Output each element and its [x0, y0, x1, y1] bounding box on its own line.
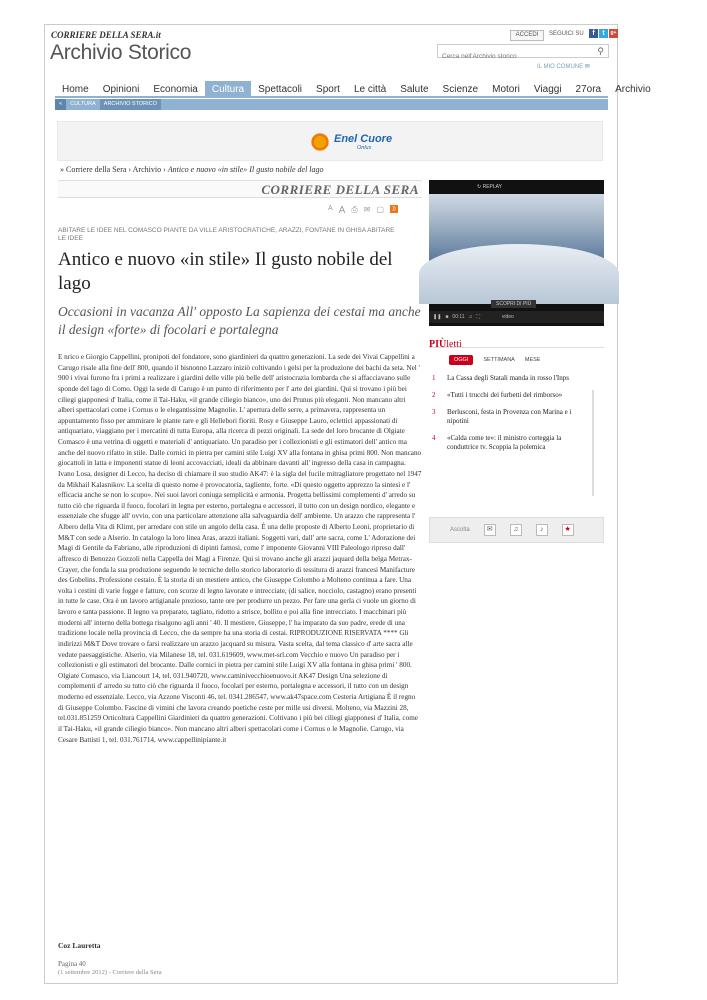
video-frame[interactable]	[429, 194, 604, 296]
nav-item-cultura[interactable]: Cultura	[205, 81, 251, 96]
site-header	[45, 25, 617, 77]
page-frame	[44, 24, 651, 984]
search-input[interactable]	[438, 51, 588, 63]
newspaper-logo-bar	[58, 180, 422, 198]
list-item-text[interactable]: La Cassa degli Statali manda in rosso l'Inps	[447, 374, 569, 382]
search-icon[interactable]: ⚲	[597, 46, 604, 56]
archive-title[interactable]: Archivio Storico	[50, 41, 192, 64]
list-scrollbar[interactable]	[592, 390, 594, 496]
pause-icon[interactable]: ❚❚	[433, 314, 442, 320]
print-icon[interactable]: ⎙	[351, 205, 358, 214]
nav-item-motori[interactable]: Motori	[492, 84, 520, 95]
list-item-number: 3	[432, 408, 436, 416]
breadcrumb-current: Antico e nuovo «in stile» Il gusto nobile del lago	[167, 165, 324, 174]
listen-label: Ascolta	[450, 527, 470, 533]
video-snow-scene	[419, 244, 619, 304]
list-item[interactable]	[429, 374, 599, 383]
video-time: 00:11	[452, 314, 465, 320]
subnav-item-cultura[interactable]: CULTURA	[70, 101, 96, 107]
chat-icon[interactable]: ✉	[484, 524, 496, 536]
login-button[interactable]: ACCEDI	[510, 30, 544, 41]
article-title: Antico e nuovo «in stile» Il gusto nobile del lago	[58, 249, 393, 294]
discover-more-button[interactable]: SCOPRI DI PIÙ	[491, 300, 536, 308]
follow-label: SEGUICI SU	[549, 31, 584, 37]
list-item[interactable]	[429, 391, 599, 400]
list-item-text[interactable]: Berlusconi, festa in Provenza con Marina e i nipotini	[447, 408, 572, 425]
nav-item-spettacoli[interactable]: Spettacoli	[258, 84, 303, 95]
most-read-title-b: letti	[446, 339, 462, 350]
article-date: (1 settembre 2012) - Corriere della Sera	[58, 969, 162, 976]
list-item[interactable]	[429, 434, 599, 452]
nav-item-home[interactable]: Home	[62, 84, 89, 95]
enel-logo-icon	[308, 130, 332, 154]
breadcrumb-link-archivio[interactable]: Archivio	[132, 165, 162, 174]
nav-item-economia[interactable]: Economia	[153, 84, 198, 95]
search-box	[437, 44, 609, 58]
back-button[interactable]: <	[55, 99, 66, 110]
article-kicker: ABITARE LE IDEE NEL COMASCO PIANTE DA VILLE ARISTOCRATICHE, ARAZZI, FONTANE IN GHISA ABITARE LE IDEE	[58, 227, 395, 242]
nav-item-27ora[interactable]: 27ora	[575, 84, 602, 95]
list-item[interactable]	[429, 408, 599, 426]
breadcrumb-link-corriere[interactable]: Corriere della Sera	[66, 165, 127, 174]
nav-item-le-citta[interactable]: Le città	[353, 84, 387, 95]
brand-small-logo[interactable]: CORRIERE DELLA SERA.it	[51, 30, 161, 40]
article-tools	[328, 205, 398, 216]
article-author: Coz Lauretta	[58, 941, 101, 950]
newspaper-logo: CORRIERE DELLA SERA	[261, 182, 419, 197]
list-item-text[interactable]: «Tutti i trucchi dei furbetti del rimborso»	[447, 391, 563, 399]
tab-oggi[interactable]: OGGI	[449, 355, 473, 365]
most-read-tabs	[429, 355, 604, 365]
tab-settimana[interactable]: SETTIMANA	[483, 357, 515, 363]
mail-icon: ✉	[584, 64, 590, 70]
nav-item-salute[interactable]: Salute	[400, 84, 429, 95]
nav-item-sport[interactable]: Sport	[316, 84, 340, 95]
radio-icon[interactable]: ♫	[510, 524, 522, 536]
most-read-header	[429, 334, 604, 348]
fullscreen-icon[interactable]: ⛶	[476, 314, 480, 320]
twitter-icon[interactable]: t	[599, 29, 608, 38]
nav-item-scienze[interactable]: Scienze	[442, 84, 479, 95]
article-body: E nrico e Giorgio Cappellini, pronipoti del fondatore, sono giardinieri da quattro generazioni. La sede dei Vivai Cappellini a Carugo risale alla fine dell' 800, quando il bisnonno Lazzaro iniziò coltivando i gelsi per la produzione dei bachi da seta. Nel ' 900 i vivai furono fra i primi a realizzare i giardini delle ville più belle dell' aristocrazia lombarda che si affacciavano sulle sponde del lago di Como. Oggi la sede di Carugo è un punto di riferimento per l' arte dei giardini. Qui si trovano i più bei ciliegi giapponesi d' Italia, come il Tai-Haku, «il grande ciliegio bianco», uno dei Prunus più eleganti. Non mancano altri alberi spettacolari come i Cornus o le elegantissime Magnolie. L' apertura delle serre, a primavera, rappresenta un appuntamento fisso per ammirare le piante rare e gli Hellebori fioriti. Rosy e Giuseppe Lauro, eclettici appassionati di antiquariato, viaggiano per i mercatini di tutta Europa, alla ricerca di pezzi originali. La sede del loro brocante di Olgiate Comasco è una vetrina di oggetti e materiali d' antiquariato. Un paradiso per i collezionisti e gli estimatori dell' antico ma anche del nuovo rifatto in stile. Dalle cornici in pietra per camini stile Luigi XV alla fontana in ghisa primi 800. Non mancano giocattoli in latta e imponenti statue di leoni accovacciati, ideali da abbinare davanti all' ingresso della casa in campagna. Ivano Losa, designer di Lecco, ha deciso di chiamare il suo studio AK47: è la sigla del fucile mitragliatore progettato nel 1947 da Mikhail Kalasnikov. La scelta di questo nome è provocatoria, tagliente, forte. «Di questo oggetto apprezzo la sintesi e l' efficacia anche se non lo scopo». Nei suoi lavori coniuga semplicità e armonia. Progetta bellissimi complementi d' arredo su tutto ciò che riguarda il fuoco, focolari in legna per esterno, portalegna e accessori, il tutto con un design nordico, elegante e essenziale che sfugge all' ovvio, con una particolare attenzione alla salvaguardia dell' ambiente. Un arazzo che rappresenta l' Albero della Vita di Klimt, per arredare con stile un angolo della casa. È una delle proposte di Alberto Leoni, proprietario di M&T con sede a Alserio. In catalogo la loro linea Aras, arazzi italiani. Soggetti vari, dall' arte sacra, come L' Adorazione dei Magi di Gentile da Fabriano, alle riproduzioni di dipinti famosi, come l' imponente Giovanni VIII Paleologo ripreso dall' affresco di Benozzo Gozzoli nella Cappella dei Magi a Firenze. Qui si trovano anche gli arazzi jaquard della belga Metrax-Crayer, che fonda la sua produzione seguendo le tecniche dello storico laboratorio di tessitura di arazzi francesi Manifacture des Gobelins. Professione cestaio. È la storia di un mestiere antico, che Giuseppe Colombo a Molteno continua a fare. Una volta i cestini di varie fogge e fatture, con scorze di legno lavorate e intrecciate, (di salice, nocciolo, castagno) erano presenti in tutte le case. Ora è un lavoro artigianale prezioso, tante ore per produrre un pezzo. Per fare una gerla ci vuole un giorno di lavoro e tanta passione. Il legno va preparato, tagliato, ridotto a strisce, bollito e poi alla fine intrecciato. I macchinari più moderni all' interno della bottega risalgono agli anni ' 40. Il mestiere, Giuseppe, l' ha imparato da suo padre, erede di una tradizione locale nella provincia di Lecco, che da sempre ha una storia di cestai. RIPRODUZIONE RISERVATA **** Gli indirizzi M&T Dove trovare o farsi realizzare un arazzo jacquard su misura. Vasta scelta, dal tema classico d' arte sacra alle vedute paesaggistiche. Alserio, via Milanese 18, tel. 031.619609, www.met-srl.com Vecchio e nuovo Un paradiso per i collezionisti e gli estimatori del brocante. Dalle cornici in pietra per camini stile Luigi XV alla fontana in ghisa primi ' 800. Olgiate Comasco, via Liancourt 14, tel. 031.940720, www.caminivecchioenuovo.it AK47 Design Una selezione di complementi d' arredo su tutto ciò che riguarda il fuoco, focolari per esterno, portalegna e accessori, il tutto con un design moderno ed essenziale. Lecco, via Azzone Visconti 46, tel. 0341.286547, www.ak47space.com Cesteria Artigiana È il regno di Giuseppe Colombo. Fascine di vimini che lavora creando poetiche ceste per mille usi diversi. Molteno, via Mazzini 28, tel.031.851259 Orticoltura Cappellini Giardinieri da quattro generazioni. Coltivano i più bei ciliegi giapponesi d' Italia, come il Tai-Haku, «il grande ciliegio bianco». Non mancano altri alberi spettacolari come i Cornus o le Magnolie. Carugo, via Cesare Battisti 1, tel. 031.761714, www.cappellinipiante.it	[58, 353, 422, 744]
share-icon[interactable]: ▢	[376, 205, 385, 214]
breadcrumb-prefix: »	[60, 165, 66, 174]
stop-icon[interactable]: ■	[445, 314, 449, 320]
article-page: Pagina 40	[58, 960, 86, 968]
sub-nav	[55, 99, 608, 110]
list-item-number: 4	[432, 434, 436, 442]
video-controls	[429, 311, 604, 323]
star-icon[interactable]: ★	[562, 524, 574, 536]
listen-bar	[429, 517, 604, 543]
replay-label: REPLAY	[482, 184, 502, 190]
video-brand: video	[501, 314, 514, 320]
list-item-number: 1	[432, 374, 436, 382]
rss-icon[interactable]: ))	[390, 205, 398, 213]
breadcrumb	[60, 165, 324, 174]
sponsor-sub: Onlus	[357, 145, 372, 151]
email-icon[interactable]: ✉	[363, 205, 371, 214]
my-area-link[interactable]	[537, 63, 590, 70]
font-larger-icon[interactable]: A	[338, 205, 346, 216]
breadcrumb-separator: ›	[161, 165, 168, 174]
volume-icon[interactable]: ♫	[468, 314, 473, 320]
my-area-label: IL MIO COMUNE	[537, 64, 584, 70]
main-nav	[55, 81, 651, 98]
article-subtitle: Occasioni in vacanza All' opposto La sapienza dei cestai ma anche il design «forte» di focolari e portalegna	[58, 304, 421, 337]
list-item-number: 2	[432, 391, 436, 399]
video-player[interactable]	[429, 180, 604, 326]
facebook-icon[interactable]: f	[589, 29, 598, 38]
sponsor-banner[interactable]	[57, 121, 603, 161]
font-smaller-icon[interactable]: A	[328, 205, 333, 212]
most-read-list	[429, 374, 599, 460]
tab-mese[interactable]: MESE	[524, 357, 541, 363]
list-item-text[interactable]: «Calda come te»: il ministro corteggia la conduttrice tv. Scoppia la polemica	[447, 434, 562, 451]
nav-item-archivio[interactable]: Archivio	[615, 84, 651, 95]
most-read-title-a: PIÙ	[429, 339, 447, 350]
nav-item-viaggi[interactable]: Viaggi	[533, 84, 562, 95]
speaker-icon[interactable]: ♪	[536, 524, 548, 536]
subnav-item-archivio[interactable]: ARCHIVIO STORICO	[100, 99, 161, 110]
breadcrumb-separator: ›	[126, 165, 133, 174]
replay-button[interactable]: ↻ REPLAY	[477, 184, 502, 190]
sponsor-name: Enel Cuore	[334, 133, 393, 145]
google-plus-icon[interactable]: g+	[610, 30, 617, 36]
nav-item-opinioni[interactable]: Opinioni	[102, 84, 140, 95]
